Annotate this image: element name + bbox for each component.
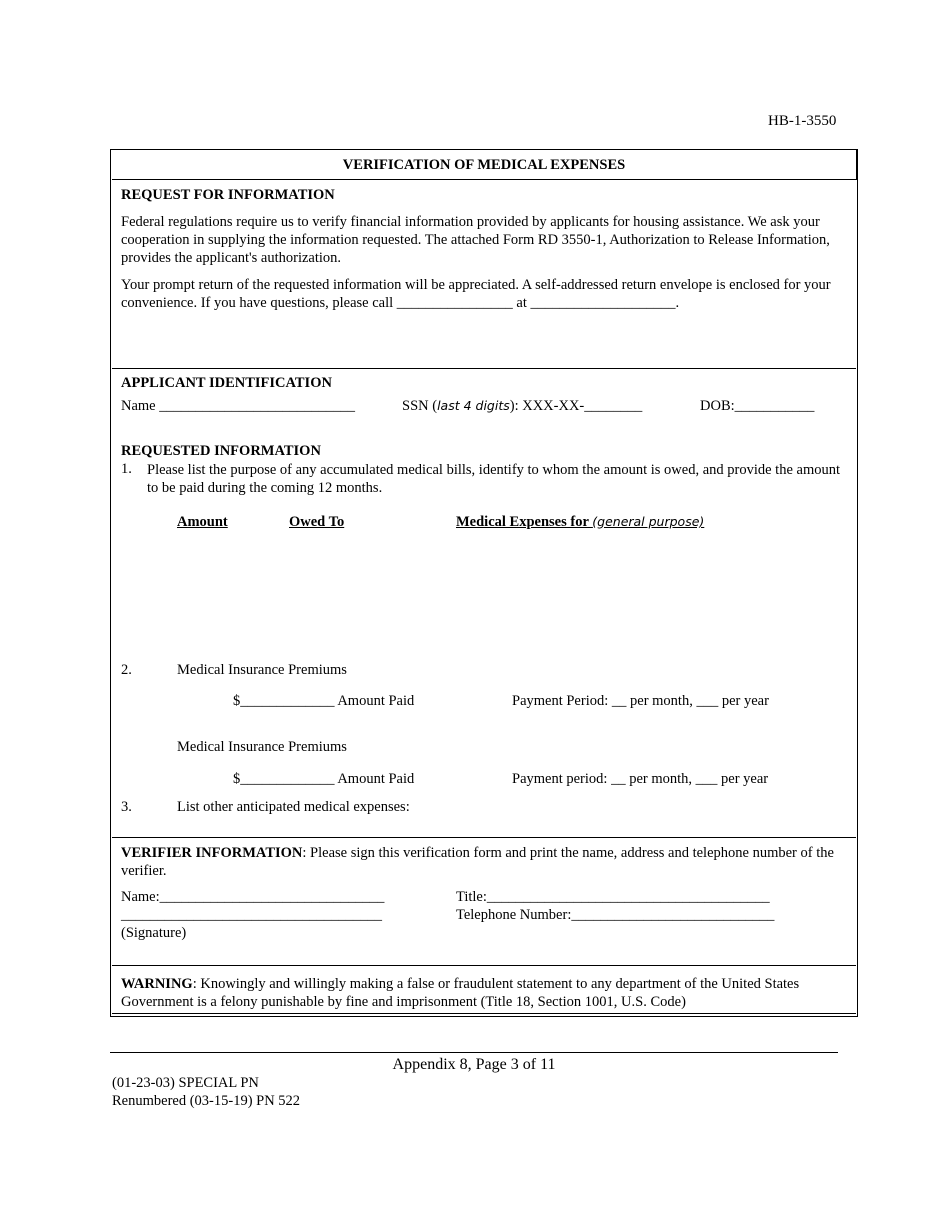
ssn-suffix: ): XXX-XX-________ [509,398,643,414]
verifier-name-field[interactable]: Name:_______________________________ [121,889,385,905]
warning-text [121,975,841,1011]
footer-revision-2: Renumbered (03-15-19) PN 522 [112,1093,301,1109]
payment-period-field-1[interactable]: Payment Period: __ per month, ___ per year [512,693,769,709]
ssn-prefix: SSN ( [402,398,438,414]
verifier-heading: VERIFIER INFORMATION [121,845,303,861]
column-medical-hint: (general purpose) [592,514,705,529]
document-id: HB-1-3550 [768,113,837,129]
divider-requested [112,837,856,838]
item-2-number: 2. [121,662,132,678]
divider-verifier [112,965,856,966]
divider-bottom-inner [112,1013,856,1014]
warning-body: : Knowingly and willingly making a false or fraudulent statement to any department of the United States Government is a felony punishable by fine and imprisonment (Title 18, Section 1001, U.S. Code) [121,976,800,1010]
request-paragraph-1: Federal regulations require us to verify financial information provided by applicants for housing assistance. We ask your cooperation in supplying the information requested. The attached Form RD 3550-1, Authorization to Release Information, provides the applicant's authorization. [121,214,830,266]
column-owed-to: Owed To [289,514,345,530]
premiums-label-1: Medical Insurance Premiums [177,662,347,678]
column-medical-label: Medical Expenses for [456,514,593,530]
amount-paid-field-2[interactable]: $_____________ Amount Paid [233,771,415,787]
page-number: Appendix 8, Page 3 of 11 [392,1056,556,1073]
dob-field[interactable]: DOB:___________ [700,398,815,414]
verifier-intro [121,844,841,880]
divider-request [112,368,856,369]
signature-label: (Signature) [121,925,187,941]
ssn-field[interactable] [402,398,642,415]
verifier-title-field[interactable]: Title:_______________________________________ [456,889,770,905]
verifier-telephone-field[interactable]: Telephone Number:____________________________ [456,907,775,923]
item-1-text: Please list the purpose of any accumulated medical bills, identify to whom the amount is owed, and provide the amount to be paid during the coming 12 months. [147,462,841,496]
payment-period-field-2[interactable]: Payment period: __ per month, ___ per year [512,771,769,787]
request-paragraph-2: Your prompt return of the requested information will be appreciated. A self-addressed return envelope is enclosed for your convenience. If you have questions, please call ________________ at ____________________. [121,277,831,311]
request-heading: REQUEST FOR INFORMATION [121,187,335,203]
amount-paid-field-1[interactable]: $_____________ Amount Paid [233,693,415,709]
divider-title-right [856,150,857,180]
item-3-number: 3. [121,799,132,815]
warning-heading: WARNING [121,976,193,992]
footer-revision-1: (01-23-03) SPECIAL PN [112,1075,259,1091]
column-medical-expenses [456,514,704,531]
requested-heading: REQUESTED INFORMATION [121,443,321,459]
verifier-instructions: : Please sign this verification form and print the name, address and telephone number of the verifier. [121,845,834,879]
item-1-number: 1. [121,461,132,477]
premiums-label-2: Medical Insurance Premiums [177,739,347,755]
column-amount: Amount [177,514,228,530]
applicant-name-field[interactable]: Name ___________________________ [121,398,355,414]
applicant-heading: APPLICANT IDENTIFICATION [121,375,332,391]
item-3-text: List other anticipated medical expenses: [177,799,410,815]
footer-rule [110,1052,838,1053]
ssn-hint: last 4 digits [437,398,510,413]
divider-title [112,179,856,180]
form-title: VERIFICATION OF MEDICAL EXPENSES [342,157,626,173]
signature-line[interactable]: ____________________________________ [121,907,382,923]
